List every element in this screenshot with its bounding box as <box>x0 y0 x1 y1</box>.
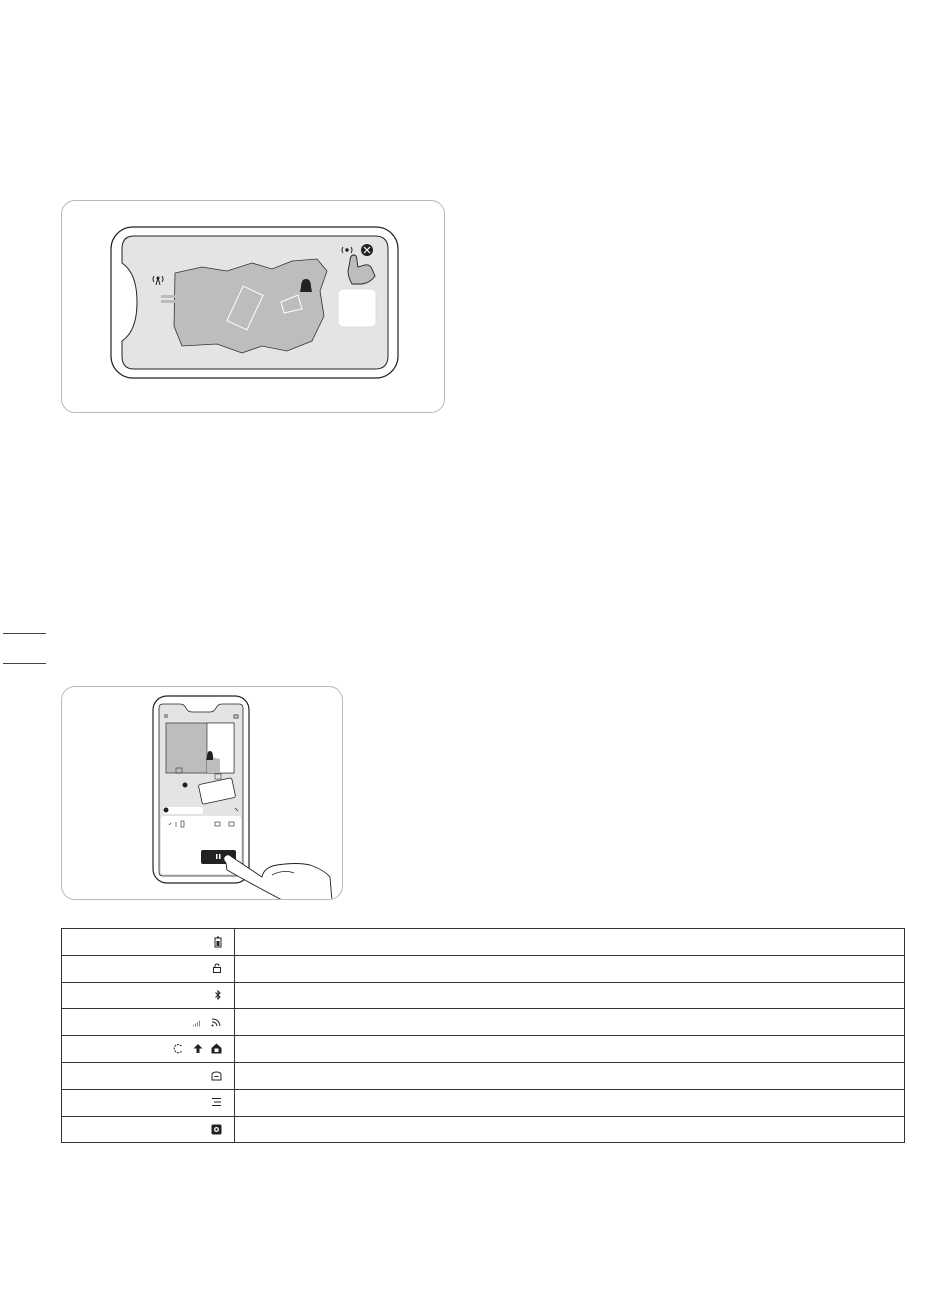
cellular-signal-icon <box>192 1017 202 1027</box>
arrow-up-icon <box>193 1043 203 1054</box>
mower-status-icon <box>211 1071 222 1081</box>
figure-1-illustration <box>62 201 445 413</box>
icon-cell <box>62 982 235 1009</box>
description-cell <box>235 982 905 1009</box>
figure-2-illustration <box>62 687 343 900</box>
description-cell <box>235 1089 905 1116</box>
figure-1-frame <box>61 200 445 413</box>
table-row <box>62 955 905 982</box>
description-cell <box>235 955 905 982</box>
table-row <box>62 1062 905 1089</box>
table-row <box>62 1009 905 1036</box>
rotate-icon <box>173 1043 184 1054</box>
icon-cell <box>62 1062 235 1089</box>
map-zone <box>174 259 327 353</box>
close-icon <box>361 244 373 256</box>
icon-cell <box>62 1089 235 1116</box>
table-row <box>62 1116 905 1143</box>
table-row <box>62 1036 905 1063</box>
icon-legend-table <box>61 928 905 1143</box>
table-row <box>62 929 905 956</box>
bluetooth-icon <box>214 989 222 1001</box>
camera-icon <box>211 1124 222 1135</box>
icon-cell <box>62 1116 235 1143</box>
icon-cell <box>62 929 235 956</box>
icon-cell <box>62 1036 235 1063</box>
table-row <box>62 982 905 1009</box>
description-cell <box>235 1009 905 1036</box>
description-cell <box>235 1062 905 1089</box>
icon-cell <box>62 955 235 982</box>
wifi-icon <box>210 1017 222 1027</box>
battery-icon <box>214 936 222 948</box>
description-cell <box>235 1116 905 1143</box>
icon-cell <box>62 1009 235 1036</box>
table-row <box>62 1089 905 1116</box>
figure-2-frame <box>61 686 343 900</box>
lock-icon <box>212 963 222 973</box>
description-cell <box>235 929 905 956</box>
description-cell <box>235 1036 905 1063</box>
menu-icon <box>211 1097 222 1107</box>
rule-line <box>3 663 46 664</box>
home-icon <box>211 1043 222 1054</box>
rule-line <box>3 633 46 634</box>
